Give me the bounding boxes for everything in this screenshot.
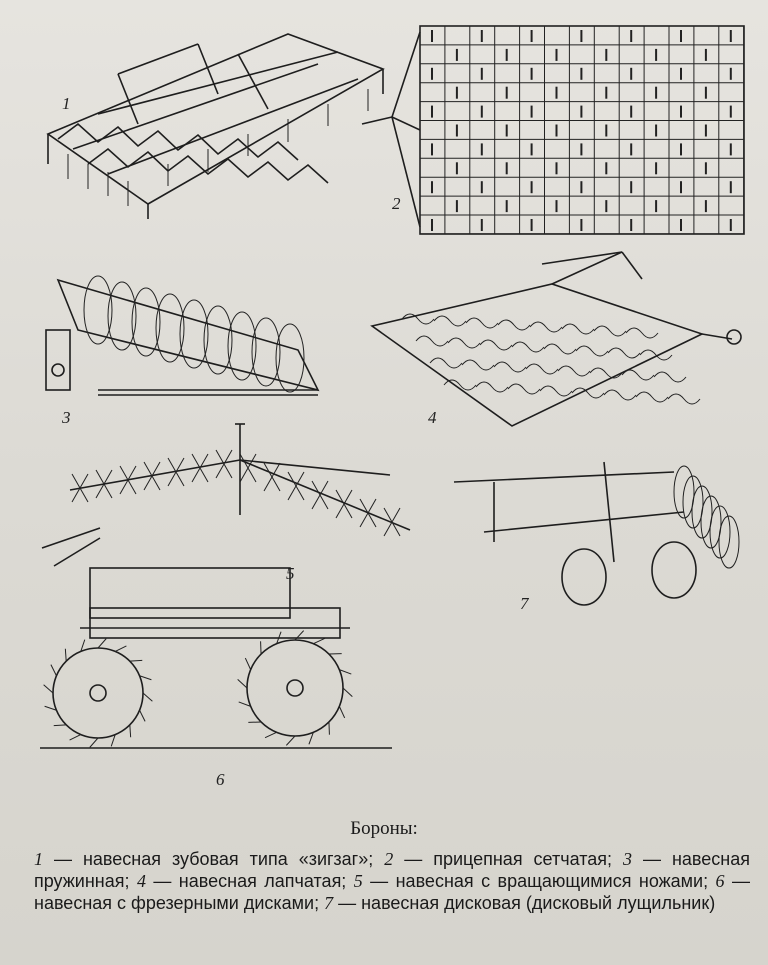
paw-element [434,316,466,326]
figure-1-zigzag-harrow [38,14,388,224]
milling-tooth [70,735,81,741]
milling-tooth [98,639,106,648]
milling-tooth [286,736,295,745]
paw-element [562,324,594,334]
milling-tooth [313,638,325,643]
paw-element [544,344,576,354]
caption-item-5-text: — навесная с вращающимися ножами; [362,871,716,891]
caption-title: Бороны: [350,818,418,839]
figure-7-number: 7 [520,594,529,613]
figure-4-number: 4 [428,408,437,427]
paw-element [622,370,654,380]
paw-element [448,338,480,348]
caption-item-5-number: 5 [353,871,363,891]
caption-item-6-text: — навесная с фрезерными дисками; [34,871,750,913]
caption-item-3-number: 3 [623,849,632,869]
paw-element [608,348,640,358]
caption-text [34,848,750,914]
milling-tooth [44,685,53,693]
caption-item-1-number: 1 [34,849,43,869]
figure-2-number: 2 [392,194,401,213]
paw-element [508,384,540,394]
milling-tooth [65,649,66,661]
milling-tooth [130,660,142,661]
caption-item-7-text: — навесная дисковая (дисковый лущильник) [333,893,716,913]
paw-element [494,362,526,372]
paw-element [498,320,530,330]
paw-element [480,340,512,350]
milling-tooth [143,693,152,701]
figure-5-number: 5 [286,564,295,583]
caption-item-4-number: 4 [136,871,146,891]
spring-harrow-drawing [38,240,328,410]
paw-element [558,366,590,376]
paw-element [590,368,622,378]
milling-tooth [245,658,250,670]
paw-element [636,392,668,402]
milling-tooth [343,688,352,697]
figure-3-number: 3 [62,408,71,427]
paw-element [462,360,494,370]
paw-element [430,358,462,368]
caption-item-3-text: — навесная пружинная; [34,849,750,891]
paw-element [576,346,608,356]
caption-item-2-number: 2 [384,849,394,869]
paw-element [668,394,700,404]
milling-disc-harrow-drawing [40,518,392,750]
paw-element [626,328,658,338]
figure-2-mesh-harrow [352,22,748,238]
paw-harrow-drawing [362,244,748,434]
milling-tooth [115,646,126,652]
milling-tooth [54,725,66,726]
zigzag-harrow-drawing [38,14,388,224]
milling-tooth [130,725,131,737]
paw-element [530,322,562,332]
paw-element [540,386,572,396]
paw-element [416,336,448,346]
paw-element [466,318,498,328]
milling-tooth [140,710,146,721]
figure-1-number: 1 [62,94,71,113]
caption-item-1-text: — навесная зубовая типа «зигзаг»; [43,849,385,869]
mesh-harrow-drawing [352,22,748,238]
paw-element [604,390,636,400]
figure-6-milling-disc-harrow [40,518,392,750]
paw-element [512,342,544,352]
figure-6-number: 6 [216,770,225,789]
milling-tooth [265,732,277,737]
caption-item-6-number: 6 [715,871,725,891]
milling-tooth [339,706,344,718]
caption-item-2-text: — прицепная сетчатая; [393,849,623,869]
caption-item-4-text: — навесная лапчатая; [145,871,354,891]
disc-harrow-drawing [434,452,748,612]
figure-7-disc-harrow [434,452,748,612]
paw-element [654,372,686,382]
paw-element [476,382,508,392]
paw-element [594,326,626,336]
milling-tooth [51,665,57,676]
figure-4-paw-harrow [362,244,748,434]
figure-3-spring-harrow [38,240,328,410]
paw-element [526,364,558,374]
caption-item-7-number: 7 [324,893,334,913]
milling-tooth [238,679,247,688]
milling-tooth [90,738,98,747]
